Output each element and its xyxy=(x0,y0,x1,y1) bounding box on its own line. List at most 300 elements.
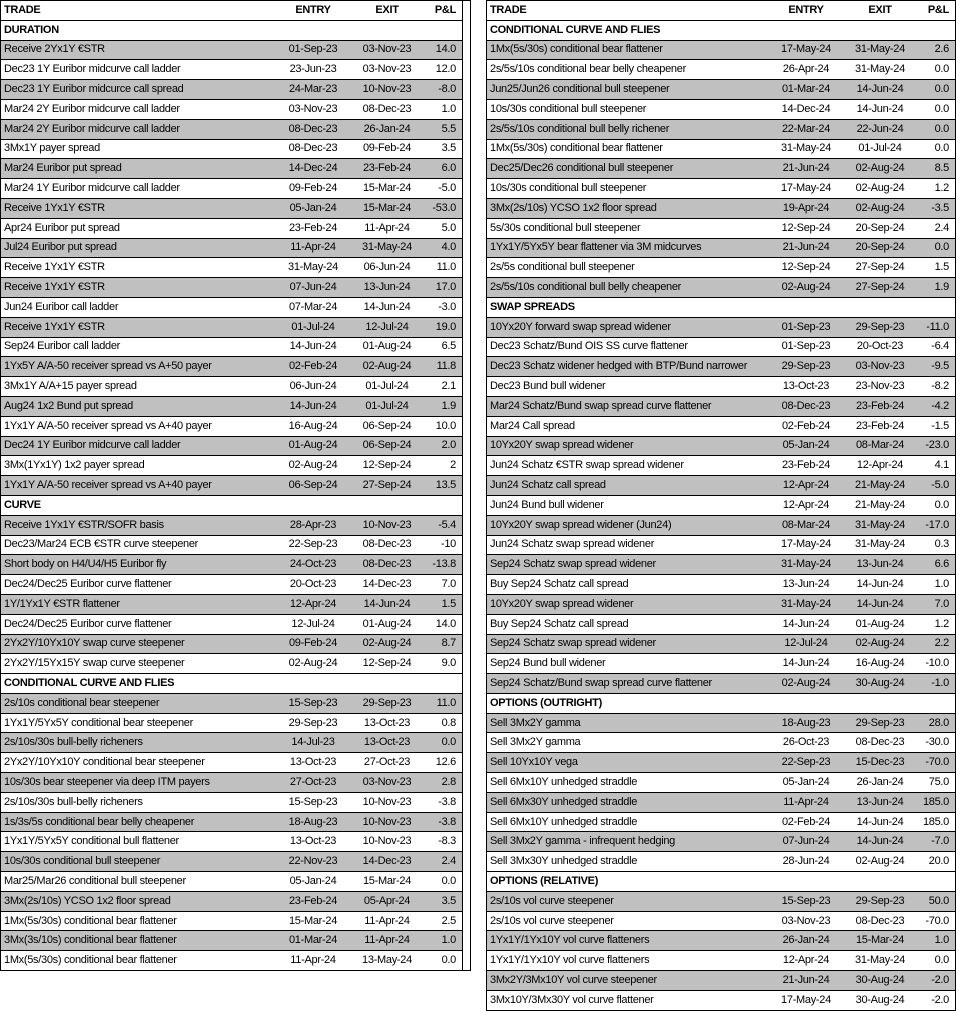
exit-cell: 31-May-24 xyxy=(855,954,905,967)
entry-cell: 26-Oct-23 xyxy=(782,736,830,749)
table-row xyxy=(487,397,955,417)
trade-cell: Sell 6Mx10Y unhedged straddle xyxy=(490,776,638,788)
pnl-cell: 6.0 xyxy=(441,162,456,175)
table-row xyxy=(1,140,462,160)
entry-cell: 23-Feb-24 xyxy=(288,221,338,234)
pnl-cell: 19.0 xyxy=(435,320,456,333)
exit-cell: 30-Aug-24 xyxy=(855,676,905,689)
trade-cell: 1Yx5Y A/A-50 receiver spread vs A+50 payer xyxy=(4,361,212,373)
entry-cell: 13-Oct-23 xyxy=(782,380,830,393)
table-row xyxy=(1,575,462,595)
trade-cell: 10Yx20Y swap spread widener xyxy=(490,440,634,452)
table-row xyxy=(1,60,462,80)
exit-cell: 02-Aug-24 xyxy=(855,162,905,175)
table-row xyxy=(487,239,955,259)
pnl-cell: -70.0 xyxy=(925,914,949,927)
trade-cell: Sell 6Mx10Y unhedged straddle xyxy=(490,816,638,828)
pnl-cell: -11.0 xyxy=(926,320,949,333)
table-row xyxy=(1,555,462,575)
trade-cell: Mar25/Mar26 conditional bull steepener xyxy=(4,875,186,887)
section-header-row xyxy=(487,298,955,318)
table-row xyxy=(1,476,462,496)
pnl-cell: -9.5 xyxy=(931,360,949,373)
table-row xyxy=(1,100,462,120)
pnl-cell: 2.1 xyxy=(441,380,456,393)
entry-cell: 18-Aug-23 xyxy=(781,716,831,729)
section-header-row xyxy=(487,872,955,892)
entry-cell: 02-Aug-24 xyxy=(781,676,831,689)
table-row xyxy=(487,199,955,219)
exit-cell: 20-Sep-24 xyxy=(855,241,905,254)
exit-cell: 14-Dec-23 xyxy=(362,578,412,590)
table-row xyxy=(487,931,955,951)
trade-cell: Dec23 1Y Euribor midcurce call spread xyxy=(4,84,184,96)
exit-cell: 01-Aug-24 xyxy=(855,617,905,630)
table-row xyxy=(1,357,462,377)
trade-cell: Sep24 Euribor call ladder xyxy=(4,341,121,353)
exit-cell: 31-May-24 xyxy=(855,43,905,56)
exit-cell: 31-May-24 xyxy=(855,63,905,76)
exit-cell: 15-Mar-24 xyxy=(362,182,412,195)
pnl-cell: 2.8 xyxy=(441,775,456,788)
entry-cell: 02-Feb-24 xyxy=(288,360,338,373)
pnl-cell: -8.0 xyxy=(438,83,456,96)
trade-cell: Dec25/Dec26 conditional bull steepener xyxy=(490,163,674,175)
table-row xyxy=(1,318,462,338)
entry-cell: 17-May-24 xyxy=(781,538,831,551)
trade-cell: 3Mx(2s/10s) YCSO 1x2 floor spread xyxy=(4,895,171,907)
trade-cell: Sell 3Mx2Y gamma - infrequent hedging xyxy=(490,836,675,848)
table-row xyxy=(487,437,955,457)
trade-cell: Jun24 Bund bull widener xyxy=(490,499,604,511)
pnl-cell: 0.0 xyxy=(934,122,949,135)
exit-cell: 03-Nov-23 xyxy=(362,63,412,76)
exit-cell: 13-Jun-24 xyxy=(856,795,904,808)
table-row xyxy=(1,437,462,457)
pnl-cell: 2.4 xyxy=(441,855,456,868)
exit-cell: 10-Nov-23 xyxy=(362,83,412,96)
table-row xyxy=(487,832,955,852)
exit-cell: 11-Apr-24 xyxy=(364,934,410,947)
table-row xyxy=(1,773,462,793)
table-row xyxy=(1,219,462,239)
entry-cell: 02-Feb-24 xyxy=(781,419,831,432)
exit-cell: 29-Sep-23 xyxy=(855,894,905,907)
trade-cell: 2Yx2Y/10Yx10Y conditional bear steepener xyxy=(4,757,205,769)
entry-cell: 31-May-24 xyxy=(288,261,338,274)
entry-cell: 24-Oct-23 xyxy=(289,558,337,571)
pnl-cell: -4.2 xyxy=(931,399,949,412)
pnl-cell: 12.0 xyxy=(435,63,456,76)
table-row xyxy=(1,753,462,773)
table-row xyxy=(1,258,462,278)
exit-cell: 27-Oct-23 xyxy=(363,756,411,769)
exit-cell: 16-Aug-24 xyxy=(855,657,905,670)
column-header-exit: EXIT xyxy=(868,3,892,16)
table-row xyxy=(1,951,462,970)
exit-cell: 06-Jun-24 xyxy=(363,261,411,274)
entry-cell: 22-Nov-23 xyxy=(288,855,338,868)
table-row xyxy=(1,733,462,753)
table-row xyxy=(1,813,462,833)
pnl-cell: -3.0 xyxy=(438,300,456,313)
exit-cell: 14-Jun-24 xyxy=(856,83,904,96)
exit-cell: 02-Aug-24 xyxy=(855,182,905,195)
table-row xyxy=(487,793,955,813)
exit-cell: 08-Mar-24 xyxy=(855,439,905,452)
table-row xyxy=(1,595,462,615)
pnl-cell: 2.0 xyxy=(441,439,456,452)
entry-cell: 12-Apr-24 xyxy=(782,498,830,511)
column-header-entry: ENTRY xyxy=(295,3,331,16)
section-header-row xyxy=(1,21,462,41)
table-row xyxy=(487,635,955,655)
trade-cell: 3Mx10Y/3Mx30Y vol curve flattener xyxy=(490,994,654,1006)
pnl-cell: 185.0 xyxy=(922,815,949,828)
table-row xyxy=(487,674,955,694)
pnl-cell: 11.0 xyxy=(436,261,456,274)
trade-cell: 10s/30s conditional bull steepener xyxy=(490,103,647,115)
trade-cell: 3Mx1Y A/A+15 payer spread xyxy=(4,381,137,393)
pnl-cell: 6.6 xyxy=(934,558,949,571)
trade-cell: 1Yx1Y A/A-50 receiver spread vs A+40 payer xyxy=(4,420,212,432)
entry-cell: 01-Sep-23 xyxy=(781,320,831,333)
pnl-cell: -30.0 xyxy=(925,736,949,749)
exit-cell: 03-Nov-23 xyxy=(855,360,905,373)
entry-cell: 01-Mar-24 xyxy=(781,83,831,96)
table-row xyxy=(487,892,955,912)
trade-cell: Jun24 Euribor call ladder xyxy=(4,301,119,313)
trade-cell: Mar24 Call spread xyxy=(490,420,575,432)
entry-cell: 01-Sep-23 xyxy=(288,43,338,56)
pnl-cell: 4.1 xyxy=(934,459,949,472)
pnl-cell: 1.0 xyxy=(441,934,456,947)
pnl-cell: 0.0 xyxy=(441,736,456,749)
trade-cell: Sell 3Mx2Y gamma xyxy=(490,737,581,749)
section-title: OPTIONS (RELATIVE) xyxy=(490,875,599,887)
table-row xyxy=(487,120,955,140)
entry-cell: 31-May-24 xyxy=(781,597,831,610)
pnl-cell: 10.0 xyxy=(435,419,456,432)
trade-cell: Sep24 Schatz swap spread widener xyxy=(490,559,656,571)
trade-cell: 3Mx(2s/10s) YCSO 1x2 floor spread xyxy=(490,202,657,214)
table-row xyxy=(487,516,955,536)
entry-cell: 11-Apr-24 xyxy=(290,241,336,254)
entry-cell: 06-Sep-24 xyxy=(288,479,338,492)
entry-cell: 08-Mar-24 xyxy=(781,518,831,531)
column-header-entry: ENTRY xyxy=(788,3,824,16)
table-row xyxy=(1,120,462,140)
trade-cell: Sep24 Schatz swap spread widener xyxy=(490,638,656,650)
section-title: CONDITIONAL CURVE AND FLIES xyxy=(4,677,175,689)
entry-cell: 17-May-24 xyxy=(781,993,831,1006)
exit-cell: 08-Dec-23 xyxy=(855,914,905,927)
exit-cell: 13-May-24 xyxy=(362,954,412,967)
table-row xyxy=(487,912,955,932)
entry-cell: 14-Dec-24 xyxy=(781,102,831,115)
table-row xyxy=(487,615,955,635)
exit-cell: 08-Dec-23 xyxy=(855,736,905,749)
trade-cell: 3Mx(1Yx1Y) 1x2 payer spread xyxy=(4,460,145,472)
exit-cell: 14-Jun-24 xyxy=(856,597,904,610)
trade-cell: 1Mx(5s/30s) conditional bear flattener xyxy=(490,44,663,56)
entry-cell: 26-Jan-24 xyxy=(782,934,830,947)
table-row xyxy=(487,496,955,516)
table-row xyxy=(487,971,955,991)
trade-cell: Jun24 Schatz call spread xyxy=(490,480,606,492)
pnl-cell: 0.0 xyxy=(934,954,949,967)
exit-cell: 26-Jan-24 xyxy=(363,122,411,135)
column-header-exit: EXIT xyxy=(375,3,399,16)
table-row xyxy=(487,318,955,338)
pnl-cell: 20.0 xyxy=(928,855,949,868)
exit-cell: 26-Jan-24 xyxy=(856,775,904,788)
exit-cell: 01-Aug-24 xyxy=(362,617,412,630)
exit-cell: 23-Feb-24 xyxy=(855,419,905,432)
entry-cell: 08-Dec-23 xyxy=(288,142,338,155)
trade-cell: Dec23 1Y Euribor midcurve call ladder xyxy=(4,64,181,76)
table-row xyxy=(487,951,955,971)
pnl-cell: 2.4 xyxy=(934,221,949,234)
table-row xyxy=(487,753,955,773)
exit-cell: 13-Oct-23 xyxy=(363,736,411,749)
entry-cell: 26-Apr-24 xyxy=(782,63,830,76)
table-row xyxy=(487,60,955,80)
pnl-cell: 1.0 xyxy=(441,102,456,115)
trade-cell: Dec23 Schatz widener hedged with BTP/Bund narrower xyxy=(490,361,748,373)
column-header-trade: TRADE xyxy=(490,4,527,16)
entry-cell: 16-Aug-24 xyxy=(288,419,338,432)
trade-cell: Receive 1Yx1Y €STR xyxy=(4,321,105,333)
entry-cell: 14-Jun-24 xyxy=(289,399,337,412)
entry-cell: 01-Aug-24 xyxy=(288,439,338,452)
exit-cell: 02-Aug-24 xyxy=(855,855,905,868)
trade-cell: Jun25/Jun26 conditional bull steepener xyxy=(490,84,670,96)
table-row xyxy=(1,793,462,813)
pnl-cell: 1.2 xyxy=(934,182,949,195)
section-title: CONDITIONAL CURVE AND FLIES xyxy=(490,24,661,36)
exit-cell: 12-Sep-24 xyxy=(362,657,412,670)
entry-cell: 14-Jun-24 xyxy=(782,617,830,630)
exit-cell: 29-Sep-23 xyxy=(362,696,412,709)
pnl-cell: 17.0 xyxy=(435,281,456,294)
pnl-cell: -1.0 xyxy=(931,676,949,689)
exit-cell: 06-Sep-24 xyxy=(362,419,412,432)
entry-cell: 29-Sep-23 xyxy=(288,716,338,729)
exit-cell: 30-Aug-24 xyxy=(855,973,905,986)
trade-cell: 2s/10s conditional bear steepener xyxy=(4,697,160,709)
trade-cell: Mar24 2Y Euribor midcurve call ladder xyxy=(4,103,180,115)
entry-cell: 07-Jun-24 xyxy=(289,281,337,294)
exit-cell: 15-Mar-24 xyxy=(362,874,412,887)
trade-cell: Sep24 Schatz/Bund swap spread curve flattener xyxy=(490,677,712,689)
table-row xyxy=(1,377,462,397)
pnl-cell: -3.8 xyxy=(438,815,456,828)
pnl-cell: 0.0 xyxy=(934,102,949,115)
entry-cell: 21-Jun-24 xyxy=(782,241,830,254)
trade-cell: 1Mx(5s/30s) conditional bear flattener xyxy=(4,915,177,927)
trade-cell: 2s/10s vol curve steepener xyxy=(490,915,614,927)
entry-cell: 15-Sep-23 xyxy=(288,795,338,808)
table-row xyxy=(487,555,955,575)
entry-cell: 05-Jan-24 xyxy=(289,874,337,887)
entry-cell: 28-Jun-24 xyxy=(782,855,830,868)
pnl-cell: 0.0 xyxy=(934,498,949,511)
entry-cell: 13-Oct-23 xyxy=(289,756,337,769)
section-title: SWAP SPREADS xyxy=(490,301,575,313)
trade-cell: Jun24 Schatz swap spread widener xyxy=(490,539,655,551)
trade-cell: Sell 10Yx10Y vega xyxy=(490,757,578,769)
pnl-cell: 12.6 xyxy=(435,756,456,769)
exit-cell: 30-Aug-24 xyxy=(855,993,905,1006)
section-header-row xyxy=(487,21,955,41)
entry-cell: 19-Apr-24 xyxy=(782,201,830,214)
exit-cell: 02-Aug-24 xyxy=(855,637,905,650)
pnl-cell: -3.8 xyxy=(438,795,456,808)
exit-cell: 20-Oct-23 xyxy=(856,340,904,353)
pnl-cell: 7.0 xyxy=(441,578,456,590)
trade-cell: Mar24 2Y Euribor midcurve call ladder xyxy=(4,123,180,135)
table-row xyxy=(1,199,462,219)
pnl-cell: 0.8 xyxy=(441,716,456,729)
table-row xyxy=(1,516,462,536)
trade-cell: 1Yx1Y/5Yx5Y conditional bear steepener xyxy=(4,717,193,729)
entry-cell: 05-Jan-24 xyxy=(782,439,830,452)
table-row xyxy=(1,892,462,912)
pnl-cell: 0.0 xyxy=(934,83,949,96)
trade-cell: 2s/10s/30s bull-belly richeners xyxy=(4,796,143,808)
exit-cell: 10-Nov-23 xyxy=(362,815,412,828)
pnl-cell: 7.0 xyxy=(934,597,949,610)
entry-cell: 12-Apr-24 xyxy=(782,954,830,967)
trade-cell: 10s/30s conditional bull steepener xyxy=(490,183,647,195)
exit-cell: 14-Jun-24 xyxy=(363,597,411,610)
trade-cell: Sell 3Mx30Y unhedged straddle xyxy=(490,856,638,868)
entry-cell: 15-Sep-23 xyxy=(781,894,831,907)
entry-cell: 08-Dec-23 xyxy=(288,122,338,135)
trade-cell: Jun24 Schatz €STR swap spread widener xyxy=(490,460,684,472)
pnl-cell: 2.2 xyxy=(934,637,949,650)
table-row xyxy=(1,338,462,358)
table-row xyxy=(487,733,955,753)
pnl-cell: -2.0 xyxy=(931,973,949,986)
entry-cell: 11-Apr-24 xyxy=(290,954,336,967)
trade-cell: 1Yx1Y/5Yx5Y bear flattener via 3M midcurves xyxy=(490,242,702,254)
entry-cell: 21-Jun-24 xyxy=(782,973,830,986)
section-header-row xyxy=(1,496,462,516)
entry-cell: 06-Jun-24 xyxy=(289,380,337,393)
table-row xyxy=(1,80,462,100)
entry-cell: 03-Nov-23 xyxy=(288,102,338,115)
pnl-cell: -2.0 xyxy=(931,993,949,1006)
table-row xyxy=(1,615,462,635)
pnl-cell: 1.9 xyxy=(934,281,949,294)
trade-cell: Mar24 1Y Euribor midcurve call ladder xyxy=(4,183,180,195)
pnl-cell: 11.0 xyxy=(436,696,456,709)
exit-cell: 02-Aug-24 xyxy=(855,201,905,214)
entry-cell: 13-Oct-23 xyxy=(289,835,337,848)
table-row xyxy=(1,298,462,318)
table-row xyxy=(487,417,955,437)
table-row xyxy=(487,140,955,160)
table-row xyxy=(1,832,462,852)
exit-cell: 14-Dec-23 xyxy=(362,855,412,868)
table-row xyxy=(487,595,955,615)
exit-cell: 14-Jun-24 xyxy=(856,578,904,590)
entry-cell: 14-Dec-24 xyxy=(288,162,338,175)
exit-cell: 12-Jul-24 xyxy=(365,320,409,333)
entry-cell: 29-Sep-23 xyxy=(781,360,831,373)
section-title: DURATION xyxy=(4,24,59,36)
exit-cell: 15-Mar-24 xyxy=(855,934,905,947)
entry-cell: 01-Jul-24 xyxy=(291,320,335,333)
exit-cell: 23-Feb-24 xyxy=(362,162,412,175)
table-row xyxy=(1,456,462,476)
entry-cell: 17-May-24 xyxy=(781,43,831,56)
pnl-cell: 5.0 xyxy=(441,221,456,234)
pnl-cell: 185.0 xyxy=(922,795,949,808)
table-row xyxy=(1,278,462,298)
exit-cell: 20-Sep-24 xyxy=(855,221,905,234)
column-header-row xyxy=(487,1,955,21)
pnl-cell: -1.5 xyxy=(931,419,949,432)
entry-cell: 21-Jun-24 xyxy=(782,162,830,175)
pnl-cell: 6.5 xyxy=(441,340,456,353)
entry-cell: 22-Mar-24 xyxy=(781,122,831,135)
entry-cell: 13-Jun-24 xyxy=(782,578,830,590)
pnl-cell: 1.5 xyxy=(441,597,456,610)
trade-cell: Buy Sep24 Schatz call spread xyxy=(490,579,629,590)
exit-cell: 14-Jun-24 xyxy=(856,102,904,115)
pnl-cell: 1.2 xyxy=(934,617,949,630)
exit-cell: 01-Jul-24 xyxy=(365,380,409,393)
pnl-cell: 4.0 xyxy=(441,241,456,254)
trade-cell: 2Yx2Y/10Yx10Y swap curve steepener xyxy=(4,638,185,650)
trade-cell: 1Yx1Y A/A-50 receiver spread vs A+40 payer xyxy=(4,480,212,492)
entry-cell: 18-Aug-23 xyxy=(288,815,338,828)
pnl-table-right xyxy=(486,0,956,1011)
entry-cell: 31-May-24 xyxy=(781,558,831,571)
trade-cell: Dec24/Dec25 Euribor curve flattener xyxy=(4,618,172,630)
pnl-table-left-spacer-column xyxy=(462,1,470,970)
trade-cell: 1Yx1Y/1Yx10Y vol curve flatteners xyxy=(490,935,650,947)
entry-cell: 12-Apr-24 xyxy=(289,597,337,610)
entry-cell: 11-Apr-24 xyxy=(783,795,829,808)
exit-cell: 29-Sep-23 xyxy=(855,716,905,729)
table-row xyxy=(487,41,955,61)
trade-cell: Dec23 Bund bull widener xyxy=(490,381,606,393)
trade-cell: 1s/3s/5s conditional bear belly cheapener xyxy=(4,816,195,828)
pnl-cell: 13.5 xyxy=(435,479,456,492)
pnl-cell: -7.0 xyxy=(931,835,949,848)
trade-cell: Receive 1Yx1Y €STR xyxy=(4,202,105,214)
trade-cell: 10Yx20Y forward swap spread widener xyxy=(490,321,671,333)
entry-cell: 28-Apr-23 xyxy=(289,518,337,531)
exit-cell: 14-Jun-24 xyxy=(856,835,904,848)
trade-cell: Dec24/Dec25 Euribor curve flattener xyxy=(4,579,172,590)
table-row xyxy=(487,258,955,278)
exit-cell: 11-Apr-24 xyxy=(364,914,410,927)
pnl-cell: 3.5 xyxy=(441,894,456,907)
pnl-cell: 75.0 xyxy=(928,775,949,788)
table-row xyxy=(1,397,462,417)
entry-cell: 20-Oct-23 xyxy=(289,578,337,590)
table-row xyxy=(487,179,955,199)
exit-cell: 10-Nov-23 xyxy=(362,795,412,808)
exit-cell: 29-Sep-23 xyxy=(855,320,905,333)
entry-cell: 01-Mar-24 xyxy=(288,934,338,947)
pnl-cell: 1.0 xyxy=(934,578,949,590)
